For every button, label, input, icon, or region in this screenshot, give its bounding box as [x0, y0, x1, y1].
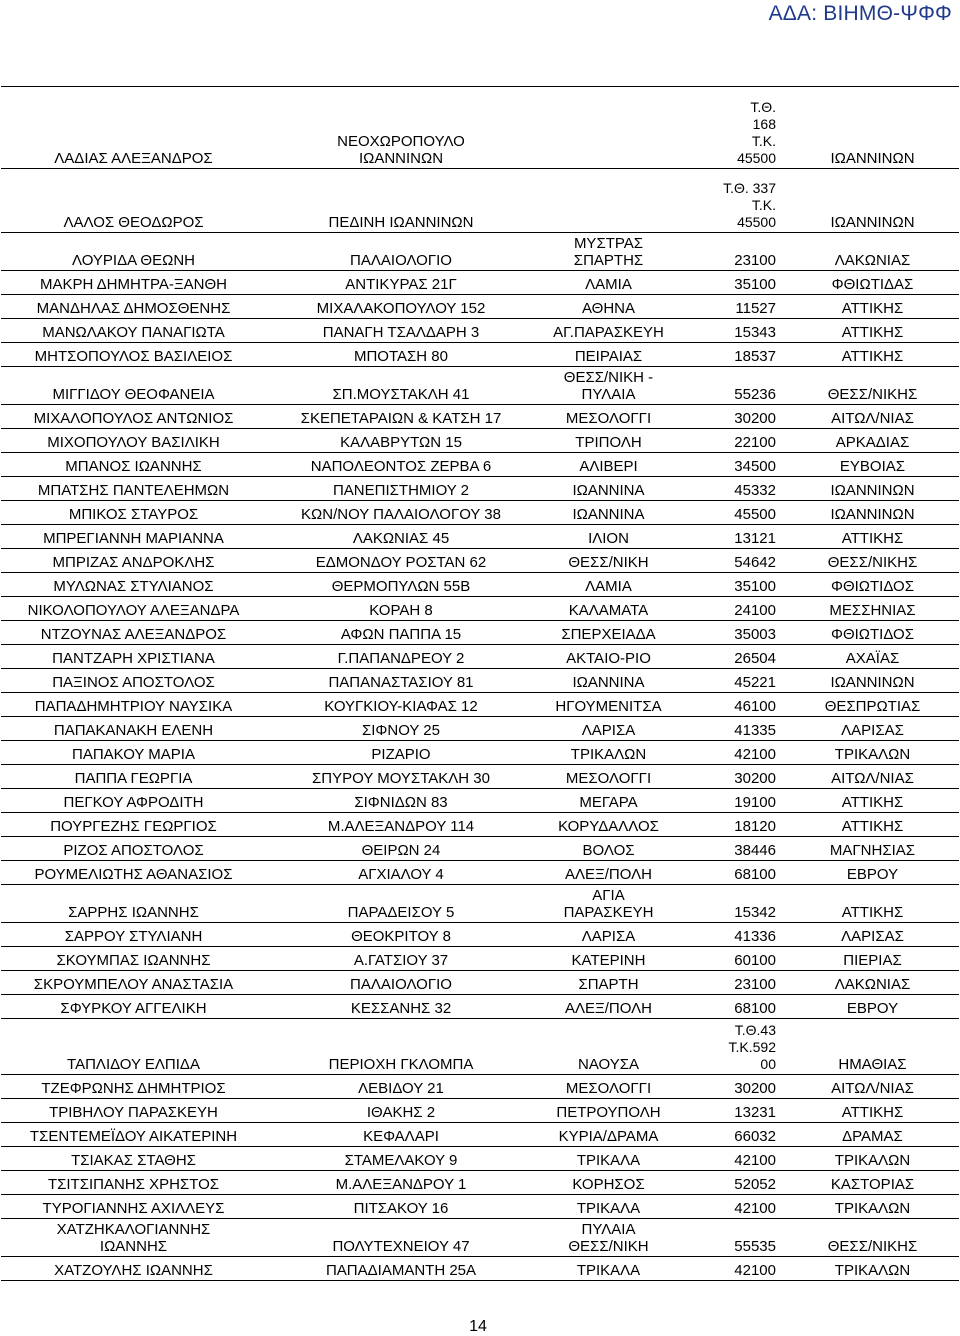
- table-row: [1, 1123, 959, 1147]
- cell-prefecture: ΦΘΙΩΤΙΔΟΣ: [786, 621, 959, 645]
- cell-city: [536, 87, 681, 169]
- cell-postal-code: Τ.Θ.43 Τ.Κ.592 00: [681, 1019, 786, 1075]
- table-row: [1, 1257, 959, 1281]
- cell-postal-code: 55535: [681, 1219, 786, 1257]
- cell-prefecture: ΑΙΤΩΛ/ΝΙΑΣ: [786, 405, 959, 429]
- cell-prefecture: ΛΑΚΩΝΙΑΣ: [786, 971, 959, 995]
- table-row: [1, 645, 959, 669]
- cell-city: ΑΘΗΝΑ: [536, 295, 681, 319]
- table-row: [1, 693, 959, 717]
- table-row: [1, 765, 959, 789]
- cell-city: ΚΟΡΗΣΟΣ: [536, 1171, 681, 1195]
- cell-name: ΜΙΧΑΛΟΠΟΥΛΟΣ ΑΝΤΩΝΙΟΣ: [1, 405, 266, 429]
- cell-city: ΤΡΙΚΑΛΑ: [536, 1147, 681, 1171]
- cell-prefecture: ΑΤΤΙΚΗΣ: [786, 319, 959, 343]
- cell-postal-code: 15343: [681, 319, 786, 343]
- cell-address: Γ.ΠΑΠΑΝΔΡΕΟΥ 2: [266, 645, 536, 669]
- cell-name: ΠΟΥΡΓΕΖΗΣ ΓΕΩΡΓΙΟΣ: [1, 813, 266, 837]
- cell-name: ΝΤΖΟΥΝΑΣ ΑΛΕΞΑΝΔΡΟΣ: [1, 621, 266, 645]
- cell-name: ΜΥΛΩΝΑΣ ΣΤΥΛΙΑΝΟΣ: [1, 573, 266, 597]
- table-row: [1, 1147, 959, 1171]
- cell-address: ΝΑΠΟΛΕΟΝΤΟΣ ΖΕΡΒΑ 6: [266, 453, 536, 477]
- table-row: [1, 1195, 959, 1219]
- table-row: [1, 169, 959, 233]
- cell-address: ΠΑΝΑΓΗ ΤΣΑΛΔΑΡΗ 3: [266, 319, 536, 343]
- cell-name: ΤΣΙΤΣΙΠΑΝΗΣ ΧΡΗΣΤΟΣ: [1, 1171, 266, 1195]
- cell-postal-code: 13231: [681, 1099, 786, 1123]
- cell-name: ΡΙΖΟΣ ΑΠΟΣΤΟΛΟΣ: [1, 837, 266, 861]
- cell-prefecture: ΘΕΣΠΡΩΤΙΑΣ: [786, 693, 959, 717]
- document-ada-code: ΑΔΑ: ΒΙΗΜΘ-ΨΦΦ: [768, 2, 952, 25]
- cell-prefecture: ΤΡΙΚΑΛΩΝ: [786, 1195, 959, 1219]
- recipients-table: [1, 87, 959, 1281]
- cell-address: ΠΑΠΑΝΑΣΤΑΣΙΟΥ 81: [266, 669, 536, 693]
- cell-address: ΡΙΖΑΡΙΟ: [266, 741, 536, 765]
- cell-address: ΜΠΟΤΑΣΗ 80: [266, 343, 536, 367]
- cell-address: ΠΕΡΙΟΧΗ ΓΚΛΟΜΠΑ: [266, 1019, 536, 1075]
- cell-city: ΣΠΑΡΤΗ: [536, 971, 681, 995]
- cell-address: Μ.ΑΛΕΞΑΝΔΡΟΥ 1: [266, 1171, 536, 1195]
- cell-city: ΠΕΤΡΟΥΠΟΛΗ: [536, 1099, 681, 1123]
- cell-city: ΙΩΑΝΝΙΝΑ: [536, 501, 681, 525]
- table-row: [1, 971, 959, 995]
- cell-prefecture: ΑΤΤΙΚΗΣ: [786, 295, 959, 319]
- cell-address: ΛΑΚΩΝΙΑΣ 45: [266, 525, 536, 549]
- cell-address: ΚΟΥΓΚΙΟΥ-ΚΙΑΦΑΣ 12: [266, 693, 536, 717]
- cell-prefecture: ΛΑΚΩΝΙΑΣ: [786, 233, 959, 271]
- cell-postal-code: 24100: [681, 597, 786, 621]
- cell-postal-code: 46100: [681, 693, 786, 717]
- table-row: [1, 621, 959, 645]
- cell-name: ΤΑΠΛΙΔΟΥ ΕΛΠΙΔΑ: [1, 1019, 266, 1075]
- cell-postal-code: 26504: [681, 645, 786, 669]
- table-row: [1, 669, 959, 693]
- cell-address: ΠΟΛΥΤΕΧΝΕΙΟΥ 47: [266, 1219, 536, 1257]
- cell-name: ΜΠΙΚΟΣ ΣΤΑΥΡΟΣ: [1, 501, 266, 525]
- cell-prefecture: ΙΩΑΝΝΙΝΩΝ: [786, 169, 959, 233]
- cell-postal-code: 55236: [681, 367, 786, 405]
- cell-name: ΧΑΤΖΗΚΑΛΟΓΙΑΝΝΗΣ ΙΩΑΝΝΗΣ: [1, 1219, 266, 1257]
- cell-city: ΠΥΛΑΙΑ ΘΕΣΣ/ΝΙΚΗ: [536, 1219, 681, 1257]
- table-row: [1, 1019, 959, 1075]
- cell-postal-code: 35100: [681, 271, 786, 295]
- cell-prefecture: ΕΥΒΟΙΑΣ: [786, 453, 959, 477]
- cell-postal-code: 45332: [681, 477, 786, 501]
- cell-postal-code: 41336: [681, 923, 786, 947]
- cell-prefecture: ΙΩΑΝΝΙΝΩΝ: [786, 477, 959, 501]
- cell-address: ΠΑΠΑΔΙΑΜΑΝΤΗ 25Α: [266, 1257, 536, 1281]
- table-row: [1, 1219, 959, 1257]
- cell-name: ΡΟΥΜΕΛΙΩΤΗΣ ΑΘΑΝΑΣΙΟΣ: [1, 861, 266, 885]
- cell-prefecture: ΑΙΤΩΛ/ΝΙΑΣ: [786, 1075, 959, 1099]
- cell-city: ΜΕΣΟΛΟΓΓΙ: [536, 1075, 681, 1099]
- cell-city: ΑΛΕΞ/ΠΟΛΗ: [536, 861, 681, 885]
- table-row: [1, 405, 959, 429]
- cell-postal-code: 23100: [681, 971, 786, 995]
- recipients-table-body: [1, 87, 959, 1281]
- cell-city: ΚΑΛΑΜΑΤΑ: [536, 597, 681, 621]
- cell-prefecture: ΑΤΤΙΚΗΣ: [786, 789, 959, 813]
- cell-postal-code: 60100: [681, 947, 786, 971]
- cell-prefecture: ΦΘΙΩΤΙΔΑΣ: [786, 271, 959, 295]
- cell-name: ΝΙΚΟΛΟΠΟΥΛΟΥ ΑΛΕΞΑΝΔΡΑ: [1, 597, 266, 621]
- cell-name: ΜΗΤΣΟΠΟΥΛΟΣ ΒΑΣΙΛΕΙΟΣ: [1, 343, 266, 367]
- cell-prefecture: ΕΒΡΟΥ: [786, 995, 959, 1019]
- cell-city: ΗΓΟΥΜΕΝΙΤΣΑ: [536, 693, 681, 717]
- cell-prefecture: ΑΤΤΙΚΗΣ: [786, 1099, 959, 1123]
- cell-city: ΤΡΙΠΟΛΗ: [536, 429, 681, 453]
- cell-prefecture: ΛΑΡΙΣΑΣ: [786, 717, 959, 741]
- cell-address: ΘΕΙΡΩΝ 24: [266, 837, 536, 861]
- cell-prefecture: ΤΡΙΚΑΛΩΝ: [786, 1257, 959, 1281]
- table-row: [1, 367, 959, 405]
- cell-prefecture: ΙΩΑΝΝΙΝΩΝ: [786, 669, 959, 693]
- cell-address: ΠΑΛΑΙΟΛΟΓΙΟ: [266, 971, 536, 995]
- cell-address: ΣΙΦΝΟΥ 25: [266, 717, 536, 741]
- cell-name: ΜΠΡΕΓΙΑΝΝΗ ΜΑΡΙΑΝΝΑ: [1, 525, 266, 549]
- table-row: [1, 477, 959, 501]
- cell-prefecture: ΑΧΑΪΑΣ: [786, 645, 959, 669]
- cell-address: ΚΟΡΑΗ 8: [266, 597, 536, 621]
- cell-prefecture: ΕΒΡΟΥ: [786, 861, 959, 885]
- table-row: [1, 501, 959, 525]
- cell-name: ΠΑΝΤΖΑΡΗ ΧΡΙΣΤΙΑΝΑ: [1, 645, 266, 669]
- cell-address: ΑΝΤΙΚΥΡΑΣ 21Γ: [266, 271, 536, 295]
- cell-city: ΤΡΙΚΑΛΑ: [536, 1195, 681, 1219]
- table-row: [1, 741, 959, 765]
- cell-prefecture: ΑΤΤΙΚΗΣ: [786, 343, 959, 367]
- cell-address: ΚΩΝ/ΝΟΥ ΠΑΛΑΙΟΛΟΓΟΥ 38: [266, 501, 536, 525]
- cell-name: ΛΑΛΟΣ ΘΕΟΔΩΡΟΣ: [1, 169, 266, 233]
- table-row: [1, 343, 959, 367]
- cell-postal-code: 52052: [681, 1171, 786, 1195]
- cell-postal-code: 38446: [681, 837, 786, 861]
- cell-prefecture: ΜΑΓΝΗΣΙΑΣ: [786, 837, 959, 861]
- cell-name: ΤΣΕΝΤΕΜΕΪΔΟΥ ΑΙΚΑΤΕΡΙΝΗ: [1, 1123, 266, 1147]
- cell-city: ΙΩΑΝΝΙΝΑ: [536, 477, 681, 501]
- cell-postal-code: 42100: [681, 741, 786, 765]
- cell-name: ΜΙΓΓΙΔΟΥ ΘΕΟΦΑΝΕΙΑ: [1, 367, 266, 405]
- cell-address: ΑΦΩΝ ΠΑΠΠΑ 15: [266, 621, 536, 645]
- cell-city: ΤΡΙΚΑΛΩΝ: [536, 741, 681, 765]
- cell-address: ΘΕΡΜΟΠΥΛΩΝ 55Β: [266, 573, 536, 597]
- table-row: [1, 87, 959, 169]
- cell-address: ΠΙΤΣΑΚΟΥ 16: [266, 1195, 536, 1219]
- cell-name: ΠΑΠΑΚΑΝΑΚΗ ΕΛΕΝΗ: [1, 717, 266, 741]
- cell-address: ΠΑΝΕΠΙΣΤΗΜΙΟΥ 2: [266, 477, 536, 501]
- cell-city: ΛΑΡΙΣΑ: [536, 923, 681, 947]
- cell-address: ΣΙΦΝΙΔΩΝ 83: [266, 789, 536, 813]
- cell-name: ΠΑΠΠΑ ΓΕΩΡΓΙΑ: [1, 765, 266, 789]
- cell-prefecture: ΑΙΤΩΛ/ΝΙΑΣ: [786, 765, 959, 789]
- cell-address: ΠΕΔΙΝΗ ΙΩΑΝΝΙΝΩΝ: [266, 169, 536, 233]
- cell-prefecture: ΙΩΑΝΝΙΝΩΝ: [786, 87, 959, 169]
- cell-address: ΣΠΥΡΟΥ ΜΟΥΣΤΑΚΛΗ 30: [266, 765, 536, 789]
- cell-address: ΛΕΒΙΔΟΥ 21: [266, 1075, 536, 1099]
- cell-name: ΛΟΥΡΙΔΑ ΘΕΩΝΗ: [1, 233, 266, 271]
- cell-prefecture: ΙΩΑΝΝΙΝΩΝ: [786, 501, 959, 525]
- cell-city: [536, 169, 681, 233]
- cell-city: ΛΑΡΙΣΑ: [536, 717, 681, 741]
- cell-city: ΜΕΣΟΛΟΓΓΙ: [536, 765, 681, 789]
- table-row: [1, 995, 959, 1019]
- cell-postal-code: 42100: [681, 1147, 786, 1171]
- table-row: [1, 813, 959, 837]
- cell-name: ΣΑΡΡΟΥ ΣΤΥΛΙΑΝΗ: [1, 923, 266, 947]
- cell-city: ΘΕΣΣ/ΝΙΚΗ - ΠΥΛΑΙΑ: [536, 367, 681, 405]
- cell-name: ΛΑΔΙΑΣ ΑΛΕΞΑΝΔΡΟΣ: [1, 87, 266, 169]
- cell-postal-code: 42100: [681, 1195, 786, 1219]
- page-number: 14: [469, 1318, 487, 1335]
- cell-name: ΜΑΝΩΛΑΚΟΥ ΠΑΝΑΓΙΩΤΑ: [1, 319, 266, 343]
- cell-address: ΚΕΣΣΑΝΗΣ 32: [266, 995, 536, 1019]
- cell-city: ΝΑΟΥΣΑ: [536, 1019, 681, 1075]
- table-row: [1, 597, 959, 621]
- cell-prefecture: ΤΡΙΚΑΛΩΝ: [786, 741, 959, 765]
- cell-prefecture: ΘΕΣΣ/ΝΙΚΗΣ: [786, 367, 959, 405]
- cell-city: ΚΟΡΥΔΑΛΛΟΣ: [536, 813, 681, 837]
- table-row: [1, 271, 959, 295]
- cell-postal-code: 23100: [681, 233, 786, 271]
- cell-address: ΠΑΛΑΙΟΛΟΓΙΟ: [266, 233, 536, 271]
- cell-prefecture: ΗΜΑΘΙΑΣ: [786, 1019, 959, 1075]
- cell-postal-code: 66032: [681, 1123, 786, 1147]
- cell-city: ΜΕΣΟΛΟΓΓΙ: [536, 405, 681, 429]
- cell-name: ΠΑΞΙΝΟΣ ΑΠΟΣΤΟΛΟΣ: [1, 669, 266, 693]
- cell-city: ΑΚΤΑΙΟ-ΡΙΟ: [536, 645, 681, 669]
- cell-name: ΤΥΡΟΓΙΑΝΝΗΣ ΑΧΙΛΛΕΥΣ: [1, 1195, 266, 1219]
- cell-postal-code: 68100: [681, 861, 786, 885]
- cell-prefecture: ΠΙΕΡΙΑΣ: [786, 947, 959, 971]
- cell-prefecture: ΚΑΣΤΟΡΙΑΣ: [786, 1171, 959, 1195]
- cell-address: ΝΕΟΧΩΡΟΠΟΥΛΟ ΙΩΑΝΝΙΝΩΝ: [266, 87, 536, 169]
- cell-address: ΙΘΑΚΗΣ 2: [266, 1099, 536, 1123]
- cell-address: ΣΤΑΜΕΛΑΚΟΥ 9: [266, 1147, 536, 1171]
- cell-name: ΠΑΠΑΔΗΜΗΤΡΙΟΥ ΝΑΥΣΙΚΑ: [1, 693, 266, 717]
- cell-postal-code: 35003: [681, 621, 786, 645]
- cell-city: ΚΥΡΙΑ/ΔΡΑΜΑ: [536, 1123, 681, 1147]
- cell-city: ΤΡΙΚΑΛΑ: [536, 1257, 681, 1281]
- table-row: [1, 573, 959, 597]
- cell-city: ΒΟΛΟΣ: [536, 837, 681, 861]
- cell-postal-code: 19100: [681, 789, 786, 813]
- cell-postal-code: 68100: [681, 995, 786, 1019]
- cell-city: ΠΕΙΡΑΙΑΣ: [536, 343, 681, 367]
- cell-postal-code: 18120: [681, 813, 786, 837]
- cell-prefecture: ΛΑΡΙΣΑΣ: [786, 923, 959, 947]
- cell-postal-code: 18537: [681, 343, 786, 367]
- cell-prefecture: ΑΤΤΙΚΗΣ: [786, 813, 959, 837]
- cell-city: ΑΛΕΞ/ΠΟΛΗ: [536, 995, 681, 1019]
- cell-prefecture: ΔΡΑΜΑΣ: [786, 1123, 959, 1147]
- cell-name: ΣΚΡΟΥΜΠΕΛΟΥ ΑΝΑΣΤΑΣΙΑ: [1, 971, 266, 995]
- cell-address: ΚΑΛΑΒΡΥΤΩΝ 15: [266, 429, 536, 453]
- cell-name: ΠΕΓΚΟΥ ΑΦΡΟΔΙΤΗ: [1, 789, 266, 813]
- cell-postal-code: 35100: [681, 573, 786, 597]
- cell-postal-code: 30200: [681, 1075, 786, 1099]
- cell-prefecture: ΑΡΚΑΔΙΑΣ: [786, 429, 959, 453]
- table-row: [1, 861, 959, 885]
- cell-address: ΘΕΟΚΡΙΤΟΥ 8: [266, 923, 536, 947]
- cell-postal-code: 41335: [681, 717, 786, 741]
- cell-name: ΜΠΑΝΟΣ ΙΩΑΝΝΗΣ: [1, 453, 266, 477]
- cell-name: ΜΠΡΙΖΑΣ ΑΝΔΡΟΚΛΗΣ: [1, 549, 266, 573]
- cell-prefecture: ΜΕΣΣΗΝΙΑΣ: [786, 597, 959, 621]
- cell-prefecture: ΤΡΙΚΑΛΩΝ: [786, 1147, 959, 1171]
- table-row: [1, 453, 959, 477]
- cell-name: ΠΑΠΑΚΟΥ ΜΑΡΙΑ: [1, 741, 266, 765]
- cell-city: ΛΑΜΙΑ: [536, 573, 681, 597]
- table-row: [1, 789, 959, 813]
- cell-city: ΜΕΓΑΡΑ: [536, 789, 681, 813]
- cell-postal-code: 11527: [681, 295, 786, 319]
- table-row: [1, 1099, 959, 1123]
- table-row: [1, 837, 959, 861]
- cell-prefecture: ΘΕΣΣ/ΝΙΚΗΣ: [786, 1219, 959, 1257]
- cell-address: Μ.ΑΛΕΞΑΝΔΡΟΥ 114: [266, 813, 536, 837]
- table-row: [1, 549, 959, 573]
- cell-postal-code: 45500: [681, 501, 786, 525]
- cell-postal-code: 30200: [681, 765, 786, 789]
- table-row: [1, 525, 959, 549]
- cell-address: ΑΓΧΙΑΛΟΥ 4: [266, 861, 536, 885]
- cell-name: ΜΙΧΟΠΟΥΛΟΥ ΒΑΣΙΛΙΚΗ: [1, 429, 266, 453]
- cell-address: ΕΔΜΟΝΔΟΥ ΡΟΣΤΑΝ 62: [266, 549, 536, 573]
- cell-postal-code: 15342: [681, 885, 786, 923]
- cell-postal-code: 22100: [681, 429, 786, 453]
- cell-city: ΚΑΤΕΡΙΝΗ: [536, 947, 681, 971]
- cell-name: ΜΠΑΤΣΗΣ ΠΑΝΤΕΛΕΗΜΩΝ: [1, 477, 266, 501]
- cell-postal-code: 45221: [681, 669, 786, 693]
- cell-name: ΤΖΕΦΡΩΝΗΣ ΔΗΜΗΤΡΙΟΣ: [1, 1075, 266, 1099]
- table-row: [1, 295, 959, 319]
- table-row: [1, 885, 959, 923]
- table-row: [1, 233, 959, 271]
- cell-city: ΙΛΙΟΝ: [536, 525, 681, 549]
- table-row: [1, 1171, 959, 1195]
- cell-name: ΤΣΙΑΚΑΣ ΣΤΑΘΗΣ: [1, 1147, 266, 1171]
- table-row: [1, 319, 959, 343]
- table-row: [1, 947, 959, 971]
- cell-city: ΙΩΑΝΝΙΝΑ: [536, 669, 681, 693]
- cell-city: ΛΑΜΙΑ: [536, 271, 681, 295]
- cell-postal-code: 13121: [681, 525, 786, 549]
- cell-name: ΣΑΡΡΗΣ ΙΩΑΝΝΗΣ: [1, 885, 266, 923]
- cell-postal-code: 34500: [681, 453, 786, 477]
- cell-city: ΘΕΣΣ/ΝΙΚΗ: [536, 549, 681, 573]
- cell-prefecture: ΑΤΤΙΚΗΣ: [786, 885, 959, 923]
- cell-name: ΣΚΟΥΜΠΑΣ ΙΩΑΝΝΗΣ: [1, 947, 266, 971]
- cell-postal-code: 42100: [681, 1257, 786, 1281]
- cell-address: ΚΕΦΑΛΑΡΙ: [266, 1123, 536, 1147]
- recipients-table-container: [1, 86, 959, 1281]
- cell-address: ΠΑΡΑΔΕΙΣΟΥ 5: [266, 885, 536, 923]
- cell-name: ΣΦΥΡΚΟΥ ΑΓΓΕΛΙΚΗ: [1, 995, 266, 1019]
- table-row: [1, 1075, 959, 1099]
- table-row: [1, 429, 959, 453]
- cell-prefecture: ΑΤΤΙΚΗΣ: [786, 525, 959, 549]
- cell-city: ΑΓΙΑ ΠΑΡΑΣΚΕΥΗ: [536, 885, 681, 923]
- cell-postal-code: 30200: [681, 405, 786, 429]
- cell-postal-code: Τ.Θ. 337 Τ.Κ. 45500: [681, 169, 786, 233]
- cell-address: ΣΠ.ΜΟΥΣΤΑΚΛΗ 41: [266, 367, 536, 405]
- cell-address: Α.ΓΑΤΣΙΟΥ 37: [266, 947, 536, 971]
- cell-postal-code: 54642: [681, 549, 786, 573]
- cell-city: ΑΛΙΒΕΡΙ: [536, 453, 681, 477]
- cell-city: ΑΓ.ΠΑΡΑΣΚΕΥΗ: [536, 319, 681, 343]
- cell-city: ΜΥΣΤΡΑΣ ΣΠΑΡΤΗΣ: [536, 233, 681, 271]
- cell-address: ΣΚΕΠΕΤΑΡΑΙΩΝ & ΚΑΤΣΗ 17: [266, 405, 536, 429]
- cell-address: ΜΙΧΑΛΑΚΟΠΟΥΛΟΥ 152: [266, 295, 536, 319]
- cell-name: ΜΑΚΡΗ ΔΗΜΗΤΡΑ-ΞΑΝΘΗ: [1, 271, 266, 295]
- cell-prefecture: ΘΕΣΣ/ΝΙΚΗΣ: [786, 549, 959, 573]
- cell-postal-code: Τ.Θ. 168 Τ.Κ. 45500: [681, 87, 786, 169]
- cell-city: ΣΠΕΡΧΕΙΑΔΑ: [536, 621, 681, 645]
- cell-name: ΜΑΝΔΗΛΑΣ ΔΗΜΟΣΘΕΝΗΣ: [1, 295, 266, 319]
- table-row: [1, 717, 959, 741]
- table-row: [1, 923, 959, 947]
- cell-name: ΤΡΙΒΗΛΟΥ ΠΑΡΑΣΚΕΥΗ: [1, 1099, 266, 1123]
- cell-name: ΧΑΤΖΟΥΛΗΣ ΙΩΑΝΝΗΣ: [1, 1257, 266, 1281]
- cell-prefecture: ΦΘΙΩΤΙΔΟΣ: [786, 573, 959, 597]
